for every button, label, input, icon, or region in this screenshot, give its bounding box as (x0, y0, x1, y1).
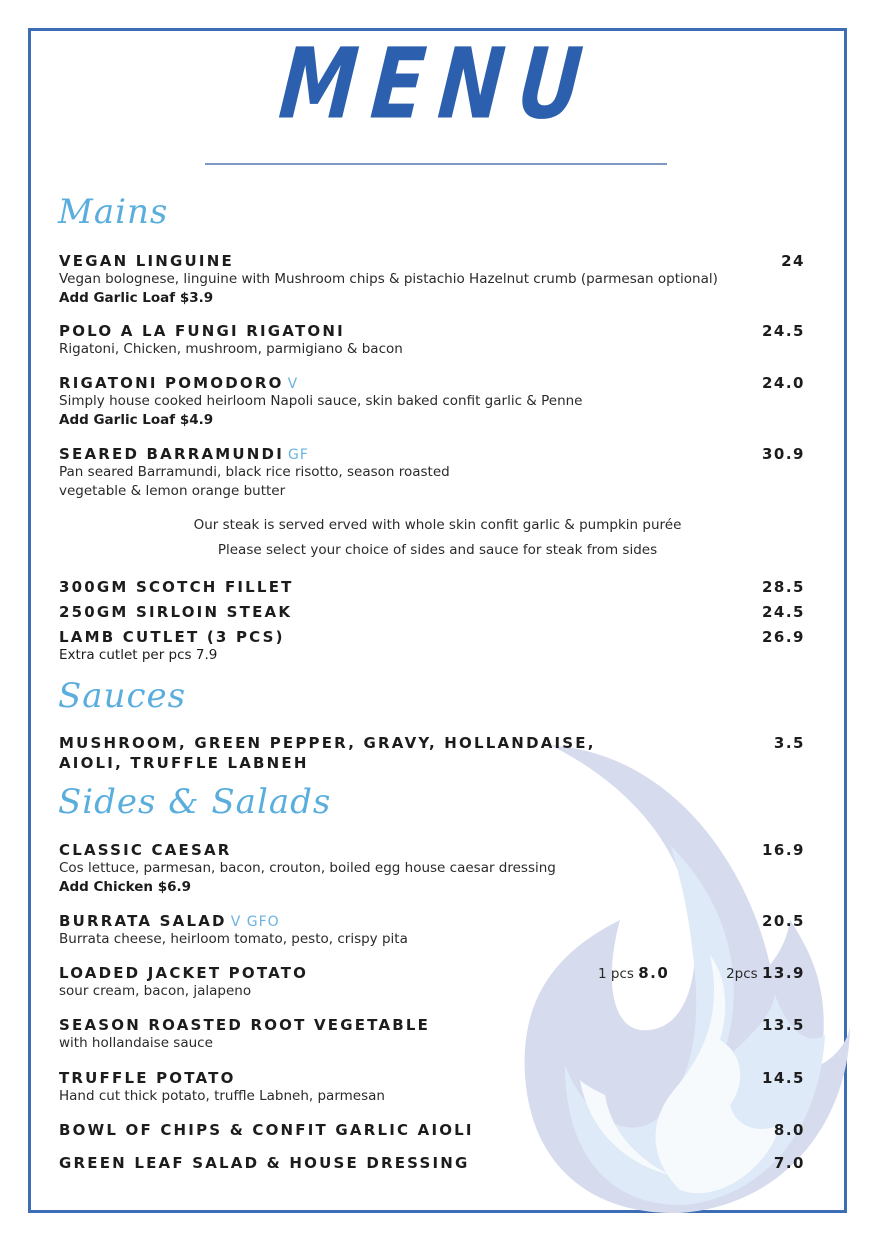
item-name: POLO A LA FUNGI RIGATONI (59, 322, 345, 340)
menu-item (59, 912, 805, 949)
item-name: BURRATA SALAD (59, 912, 227, 930)
dietary-tag: V (287, 376, 299, 392)
item-description: Cos lettuce, parmesan, bacon, crouton, boiled egg house caesar dressing (59, 860, 556, 876)
menu-item (59, 1069, 805, 1106)
item-name: 250GM SIRLOIN STEAK (59, 603, 293, 621)
item-price: 13.5 (761, 1016, 805, 1034)
section-heading-mains: Mains (58, 192, 169, 232)
item-description: Vegan bolognese, linguine with Mushroom chips & pistachio Hazelnut crumb (parmesan optional) (59, 271, 718, 287)
item-name: RIGATONI POMODORO (59, 374, 284, 392)
item-name: SEARED BARRAMUNDI (59, 445, 284, 463)
title-divider (205, 163, 667, 165)
menu-item (59, 1154, 805, 1172)
menu-item (59, 322, 805, 359)
item-name: GREEN LEAF SALAD & HOUSE DRESSING (59, 1154, 470, 1172)
item-name: TRUFFLE POTATO (59, 1069, 236, 1087)
item-price: 7.0 (773, 1154, 805, 1172)
item-description-line2: vegetable & lemon orange butter (59, 483, 286, 499)
menu-item (59, 734, 805, 772)
option-price: 8.0 (638, 964, 670, 982)
steak-note: Please select your choice of sides and sauce for steak from sides (217, 542, 658, 558)
item-description: Hand cut thick potato, truffle Labneh, parmesan (59, 1088, 385, 1104)
item-name-line2: AIOLI, TRUFFLE LABNEH (59, 754, 309, 772)
item-price: 30.9 (761, 445, 805, 463)
item-price: 14.5 (761, 1069, 805, 1087)
item-addon: Extra cutlet per pcs 7.9 (59, 647, 218, 663)
section-heading-sides: Sides & Salads (58, 782, 332, 822)
item-price: 24.5 (761, 603, 805, 621)
menu-item (59, 1016, 805, 1053)
item-price: 20.5 (761, 912, 805, 930)
section-heading-sauces: Sauces (58, 676, 187, 716)
item-price: 24.0 (761, 374, 805, 392)
menu-item (59, 578, 805, 596)
menu-title (0, 28, 875, 142)
dietary-tag: V GFO (230, 914, 280, 930)
item-addon: Add Chicken $6.9 (59, 879, 192, 895)
option-label: 1 pcs (598, 966, 634, 982)
price-option-1 (598, 964, 669, 982)
menu-item (59, 374, 805, 430)
item-description: with hollandaise sauce (59, 1035, 213, 1051)
item-description: sour cream, bacon, jalapeno (59, 983, 252, 999)
item-name: VEGAN LINGUINE (59, 252, 234, 270)
item-addon: Add Garlic Loaf $3.9 (59, 290, 214, 306)
menu-item (59, 1121, 805, 1139)
item-addon: Add Garlic Loaf $4.9 (59, 412, 214, 428)
item-name: LOADED JACKET POTATO (59, 964, 309, 982)
item-name: CLASSIC CAESAR (59, 841, 232, 859)
menu-item (59, 841, 805, 897)
item-price: 24.5 (761, 322, 805, 340)
price-option-2 (726, 964, 805, 982)
menu-item (59, 252, 805, 308)
steak-note: Our steak is served erved with whole skin confit garlic & pumpkin purée (193, 517, 682, 533)
item-price: 28.5 (761, 578, 805, 596)
item-description: Rigatoni, Chicken, mushroom, parmigiano & bacon (59, 341, 403, 357)
item-name: MUSHROOM, GREEN PEPPER, GRAVY, HOLLANDAISE, (59, 734, 596, 752)
item-price: 8.0 (773, 1121, 805, 1139)
menu-item (59, 445, 805, 501)
item-description: Burrata cheese, heirloom tomato, pesto, crispy pita (59, 931, 408, 947)
option-label: 2pcs (726, 966, 758, 982)
item-description: Simply house cooked heirloom Napoli sauce, skin baked confit garlic & Penne (59, 393, 583, 409)
menu-item (59, 603, 805, 621)
option-price: 13.9 (761, 964, 805, 982)
item-price: 16.9 (761, 841, 805, 859)
item-description: Pan seared Barramundi, black rice risotto, season roasted (59, 464, 450, 480)
item-name: 300GM SCOTCH FILLET (59, 578, 294, 596)
item-price: 26.9 (761, 628, 805, 646)
dietary-tag: GF (287, 447, 309, 463)
item-price: 24 (781, 252, 805, 270)
item-price: 3.5 (773, 734, 805, 752)
menu-item (59, 628, 805, 665)
item-name: BOWL OF CHIPS & CONFIT GARLIC AIOLI (59, 1121, 474, 1139)
menu-title-text: MENU (275, 28, 600, 142)
menu-item (59, 964, 805, 1001)
item-name: LAMB CUTLET (3 PCS) (59, 628, 285, 646)
item-name: SEASON ROASTED ROOT VEGETABLE (59, 1016, 431, 1034)
